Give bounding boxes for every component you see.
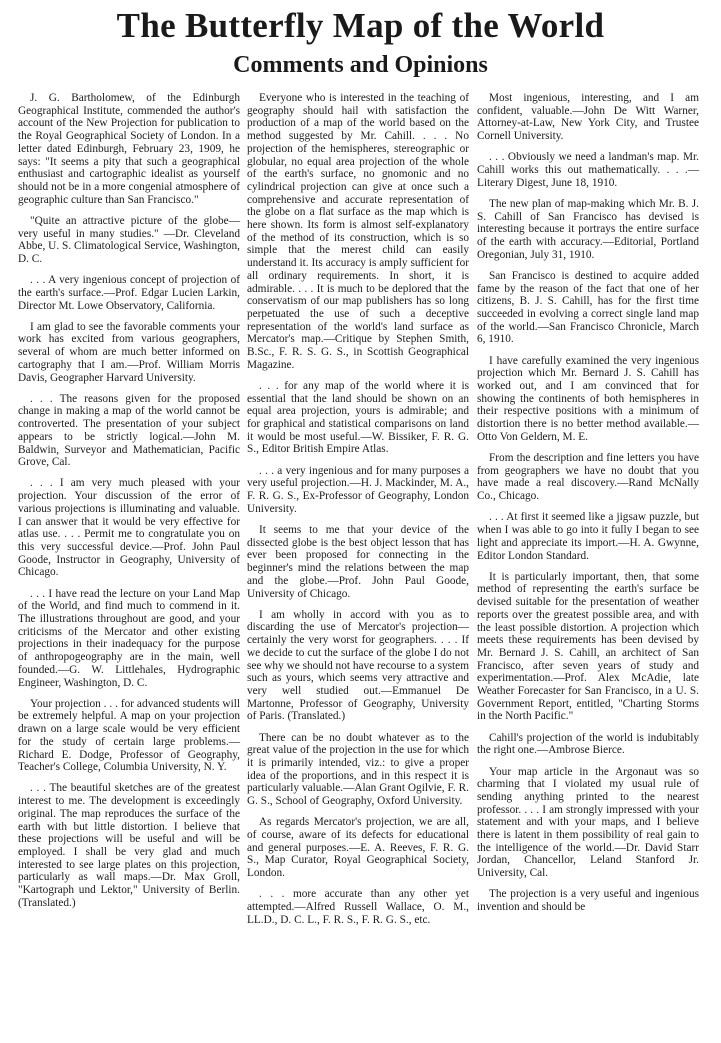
quote-paragraph: J. G. Bartholomew, of the Edinburgh Geographical Institute, commended the author's account of the New Projection for publication to the Royal Geographical Society of London. In a letter dated Edinburgh, February 23, 1909, he says: "It seems a pity that such a geographical enthusiast and cartographic idealist as yourself should not be in a more congenial atmosphere of geographic culture than San Francisco." — [18, 92, 240, 206]
quote-paragraph: Your map article in the Argonaut was so charming that I violated my usual rule of sending anything printed to the nearest professor. . . . I am strongly impressed with your statement and with your maps, and I believe there is latent in them possibility of real gain to the intelligence of the world.—Dr. David Starr Jordan, Chancellor, Leland Stanford Jr. University, Cal. — [477, 765, 699, 880]
quote-paragraph: The projection is a very useful and ingenious invention and should be — [477, 888, 699, 914]
quote-paragraph: Most ingenious, interesting, and I am confident, valuable.—John De Witt Warner, Attorney-at-Law, New York City, and Trustee Cornell University. — [477, 92, 699, 143]
quote-paragraph: San Francisco is destined to acquire added fame by the reason of the fact that one of her citizens, B. J. S. Cahill, has for the first time succeeded in evolving a correct single land map of the world.—San Francisco Chronicle, March 6, 1910. — [477, 269, 699, 346]
quote-paragraph: . . . A very ingenious concept of projection of the earth's surface.—Prof. Edgar Lucien Larkin, Director Mt. Lowe Observatory, California. — [18, 274, 240, 312]
text-column-1 — [18, 92, 240, 918]
quote-paragraph: . . . I am very much pleased with your projection. Your discussion of the error of various projections is illuminating and valuable. I can answer that it would be very effective for atlas use. . . . Permit me to congratulate you on this very successful device.—Prof. John Paul Goode, Instructor in Geography, University of Chicago. — [18, 477, 240, 579]
quote-paragraph: I am glad to see the favorable comments your work has excited from various geographers, several of whom are much better informed on cartography that I am.—Prof. William Morris Davis, Geographer Harvard University. — [18, 320, 240, 384]
quote-paragraph: Everyone who is interested in the teaching of geography should hail with satisfaction the production of a map of the world based on the method suggested by Mr. Cahill. . . . No projection of the hemispheres, stereographic or globular, no equal area projection of the whole of the earth's surface, no gnomonic and no cylindrical projection can give at once such a comprehensive and accurate representation of the globe on a flat surface as the map which is here shown. Its form is almost self-explanatory of the method of its construction, which is so simple that the merest child can easily understand it. Its accuracy is amply sufficient for all ordinary requirements. In short, it is admirable. . . . It is much to be deplored that the conservatism of our map publishers has so long perpetuated the use of such a deceptive representation of the world's land surface as Mercator's map.—Critique by Stephen Smith, B.Sc., F. R. S. G. S., in Scottish Geographical Magazine. — [247, 92, 469, 371]
quote-paragraph: It is particularly important, then, that some method of representing the earth's surface be devised suitable for the presentation of weather reports over the greatest possible area, and with the least possible distortion. A projection which meets these requirements has been devised by Mr. Bernard J. S. Cahill, an architect of San Francisco, after seven years of study and experimentation.—Prof. Alex McAdie, late Weather Forecaster for San Francisco, in a U. S. Government Report, entitled, "Charting Storms in the North Pacific." — [477, 570, 699, 723]
quote-paragraph: It seems to me that your device of the dissected globe is the best object lesson that has ever been proposed for connecting in the beginner's mind the relations between the map and the globe.—Prof. John Paul Goode, University of Chicago. — [247, 524, 469, 600]
page-title: The Butterfly Map of the World — [116, 6, 605, 45]
text-column-2 — [247, 92, 469, 935]
quote-paragraph: I am wholly in accord with you as to discarding the use of Mercator's projection—certainly the very worst for geographers. . . . If we decide to cut the surface of the globe I do not see why we should not have recourse to a system such as yours, which seems very attractive and very well studied out.—Emmanuel De Martonne, Professor of Geography, University of Paris. (Translated.) — [247, 608, 469, 723]
quote-paragraph: From the description and fine letters you have from geographers we have no doubt that you have made a real discovery.—Rand McNally Co., Chicago. — [477, 452, 699, 503]
quote-paragraph: . . . The beautiful sketches are of the greatest interest to me. The development is exceedingly original. The map reproduces the surface of the earth with but little distortion. I believe that these projections will be useful and will be employed. I shall be very glad and much interested to see large plates on this projection, particularly as wall maps.—Dr. Max Groll, "Kartograph und Lektor," University of Berlin. (Translated.) — [18, 782, 240, 909]
quote-paragraph: The new plan of map-making which Mr. B. J. S. Cahill of San Francisco has devised is interesting because it portrays the entire surface of the earth with accuracy.—Editorial, Portland Oregonian, July 31, 1910. — [477, 197, 699, 261]
quote-paragraph: There can be no doubt whatever as to the great value of the projection in the use for which it is primarily intended, viz.: to give a proper idea of the proportions, and in this respect it is particularly valuable.—Alan Grant Ogilvie, F. R. G. S., School of Geography, Oxford University. — [247, 731, 469, 808]
quote-paragraph: "Quite an attractive picture of the globe—very useful in many studies." —Dr. Cleveland Abbe, U. S. Climatological Service, Washington, D. C. — [18, 214, 240, 265]
quote-paragraph: . . . for any map of the world where it is essential that the land should be shown on an equal area projection, yours is admirable; and for graphical and statistical comparisons on land it would be most useful.—W. Bissiker, F. R. G. S., Editor British Empire Atlas. — [247, 379, 469, 456]
quote-paragraph: . . . more accurate than any other yet attempted.—Alfred Russell Wallace, O. M., LL.D., D. C. L., F. R. S., F. R. G. S., etc. — [247, 888, 469, 926]
quote-paragraph: Cahill's projection of the world is indubitably the right one.—Ambrose Bierce. — [477, 731, 699, 757]
quote-paragraph: Your projection . . . for advanced students will be extremely helpful. A map on your projection drawn on a large scale would be very efficient for the study of certain large problems.—Richard E. Dodge, Professor of Geography, Teacher's College, Columbia University, N. Y. — [18, 697, 240, 774]
quote-paragraph: . . . I have read the lecture on your Land Map of the World, and find much to commend in it. The illustrations throughout are good, and your criticisms of the Mercator and other existing projections in their inadequacy for the purpose of anthropogeography are in the main, well founded.—G. W. Littlehales, Hydrographic Engineer, Washington, D. C. — [18, 587, 240, 689]
quote-paragraph: . . . At first it seemed like a jigsaw puzzle, but when I was able to go into it fully I began to see light and appreciate its import.—H. A. Gwynne, Editor London Standard. — [477, 511, 699, 562]
text-column-3 — [477, 92, 699, 922]
quote-paragraph: . . . a very ingenious and for many purposes a very useful projection.—H. J. Mackinder, M. A., F. R. G. S., Ex-Professor of Geography, London University. — [247, 464, 469, 515]
quote-paragraph: . . . The reasons given for the proposed change in making a map of the world cannot be controverted. The presentation of your subject appears to be strictly logical.—John M. Baldwin, Surveyor and Mathematician, Pacific Grove, Cal. — [18, 392, 240, 469]
quote-paragraph: I have carefully examined the very ingenious projection which Mr. Bernard J. S. Cahill has worked out, and I am convinced that for showing the continents of both hemispheres in their respective positions with a minimum of distortion there is no better method available.— Otto Von Geldern, M. E. — [477, 354, 699, 443]
quote-paragraph: . . . Obviously we need a landman's map. Mr. Cahill works this out mathematically. . . .—Literary Digest, June 18, 1910. — [477, 151, 699, 189]
page-subtitle: Comments and Opinions — [233, 52, 488, 78]
quote-paragraph: As regards Mercator's projection, we are all, of course, aware of its defects for educational and general purposes.—E. A. Reeves, F. R. G. S., Map Curator, Royal Geographical Society, London. — [247, 816, 469, 880]
